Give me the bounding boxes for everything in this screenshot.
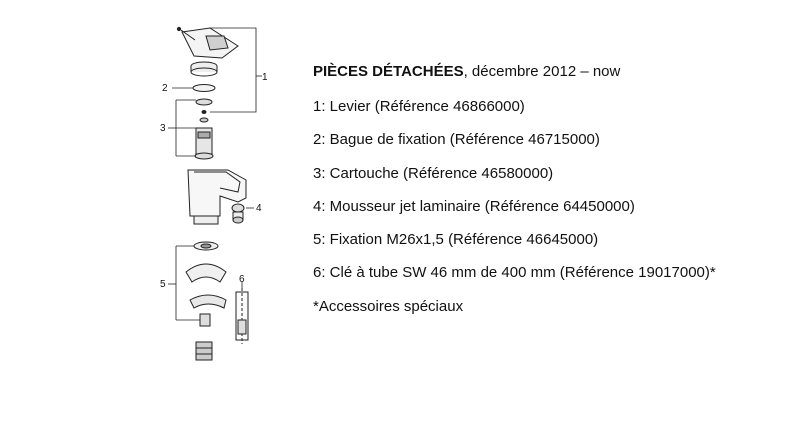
special-accessories-note: *Accessoires spéciaux (313, 297, 464, 315)
callout-3: 3 (160, 123, 166, 134)
fixing-ring-part (191, 62, 217, 92)
callout-2: 2 (162, 83, 168, 94)
exploded-parts-diagram (150, 20, 280, 370)
heading-title: PIÈCES DÉTACHÉES (313, 63, 464, 80)
spare-parts-list (313, 62, 783, 330)
cartridge-part (195, 99, 213, 159)
heading-subtitle: , décembre 2012 – now (463, 63, 621, 80)
callout-1: 1 (262, 72, 268, 83)
part-item: 2: Bague de fixation (Référence 46715000) (313, 131, 600, 149)
lever-part (177, 27, 238, 58)
callout-6: 6 (239, 274, 245, 285)
spare-parts-heading (313, 62, 783, 82)
part-item: 4: Mousseur jet laminaire (Référence 64450000) (313, 197, 635, 215)
part-item: 5: Fixation M26x1,5 (Référence 46645000) (313, 231, 599, 249)
callout-4: 4 (256, 203, 262, 214)
part-item: 3: Cartouche (Référence 46580000) (313, 164, 554, 182)
part-item: 1: Levier (Référence 46866000) (313, 98, 525, 115)
callout-5: 5 (160, 279, 166, 290)
aerator-part (232, 204, 244, 223)
tube-wrench-part (236, 288, 248, 344)
fixing-part (186, 242, 226, 360)
part-item: 6: Clé à tube SW 46 mm de 400 mm (Référence 19017000)* (313, 264, 716, 282)
